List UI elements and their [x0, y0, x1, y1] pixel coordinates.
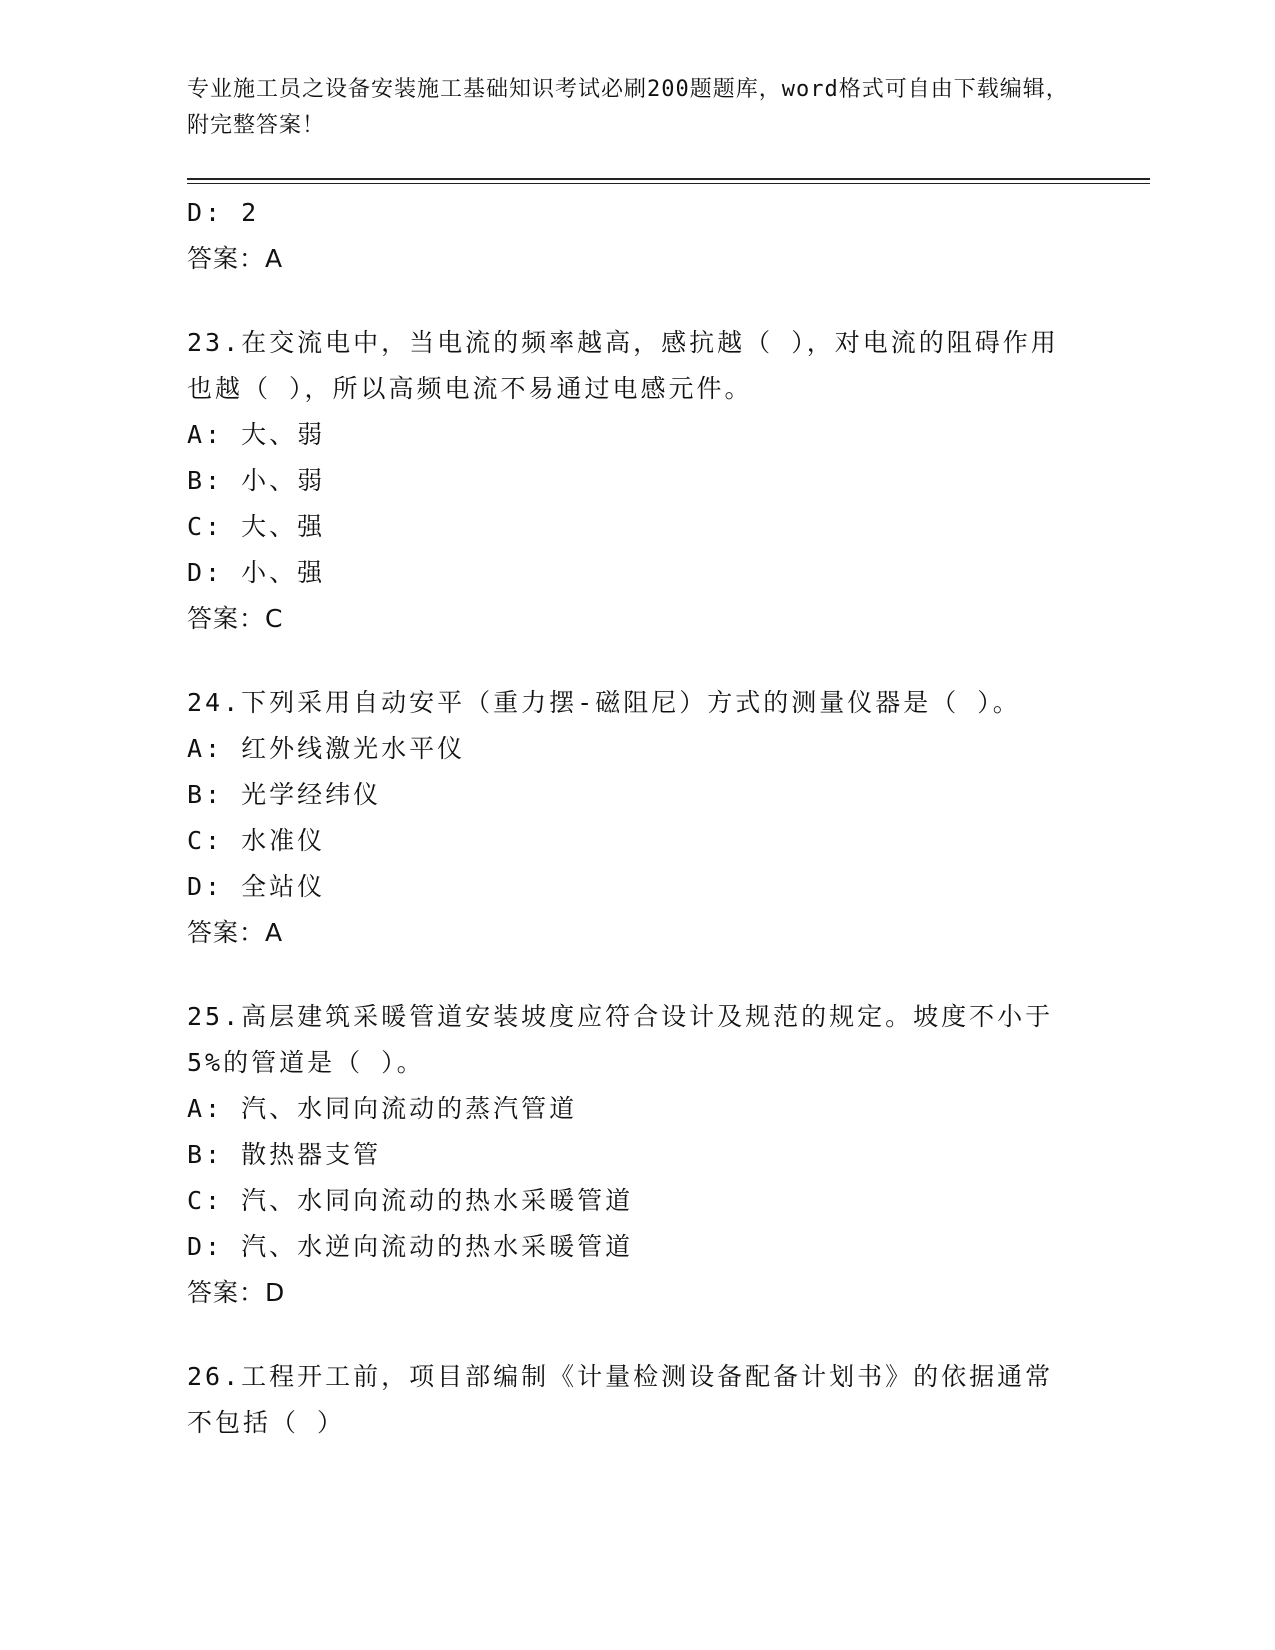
answer-line: 答案：A [187, 918, 284, 947]
option-a: A: 红外线激光水平仪 [187, 734, 466, 763]
question-stem: 26.工程开工前，项目部编制《计量检测设备配备计划书》的依据通常不包括（ ） [187, 1362, 1054, 1437]
option-d: D: 小、强 [187, 558, 326, 587]
option-d: D: 2 [187, 198, 260, 227]
question-26 [187, 1354, 1087, 1446]
question-stem: 24.下列采用自动安平（重力摆-磁阻尼）方式的测量仪器是（ ）。 [187, 688, 1021, 717]
question-23 [187, 320, 1087, 642]
page-header [187, 72, 1087, 144]
spacer [187, 282, 1087, 320]
header-divider [187, 178, 1150, 184]
question-22-tail [187, 190, 1087, 282]
option-d: D: 汽、水逆向流动的热水采暖管道 [187, 1232, 634, 1261]
answer-line: 答案：A [187, 244, 284, 273]
question-list [187, 190, 1087, 1446]
question-stem: 25.高层建筑采暖管道安装坡度应符合设计及规范的规定。坡度不小于5%的管道是（ ）。 [187, 1002, 1054, 1077]
option-b: B: 光学经纬仪 [187, 780, 382, 809]
option-c: C: 水准仪 [187, 826, 326, 855]
option-a: A: 汽、水同向流动的蒸汽管道 [187, 1094, 578, 1123]
answer-line: 答案：C [187, 604, 284, 633]
option-d: D: 全站仪 [187, 872, 326, 901]
question-stem: 23.在交流电中，当电流的频率越高，感抗越（ ），对电流的阻碍作用也越（ ），所以高频电流不易通过电感元件。 [187, 328, 1059, 403]
answer-line: 答案：D [187, 1278, 286, 1307]
option-b: B: 小、弱 [187, 466, 326, 495]
document-title: 专业施工员之设备安装施工基础知识考试必刷200题题库，word格式可自由下载编辑，附完整答案！ [187, 77, 1069, 138]
question-25 [187, 994, 1087, 1316]
option-c: C: 汽、水同向流动的热水采暖管道 [187, 1186, 634, 1215]
option-b: B: 散热器支管 [187, 1140, 382, 1169]
option-a: A: 大、弱 [187, 420, 326, 449]
spacer [187, 1316, 1087, 1354]
question-24 [187, 680, 1087, 956]
option-c: C: 大、强 [187, 512, 326, 541]
spacer [187, 956, 1087, 994]
spacer [187, 642, 1087, 680]
